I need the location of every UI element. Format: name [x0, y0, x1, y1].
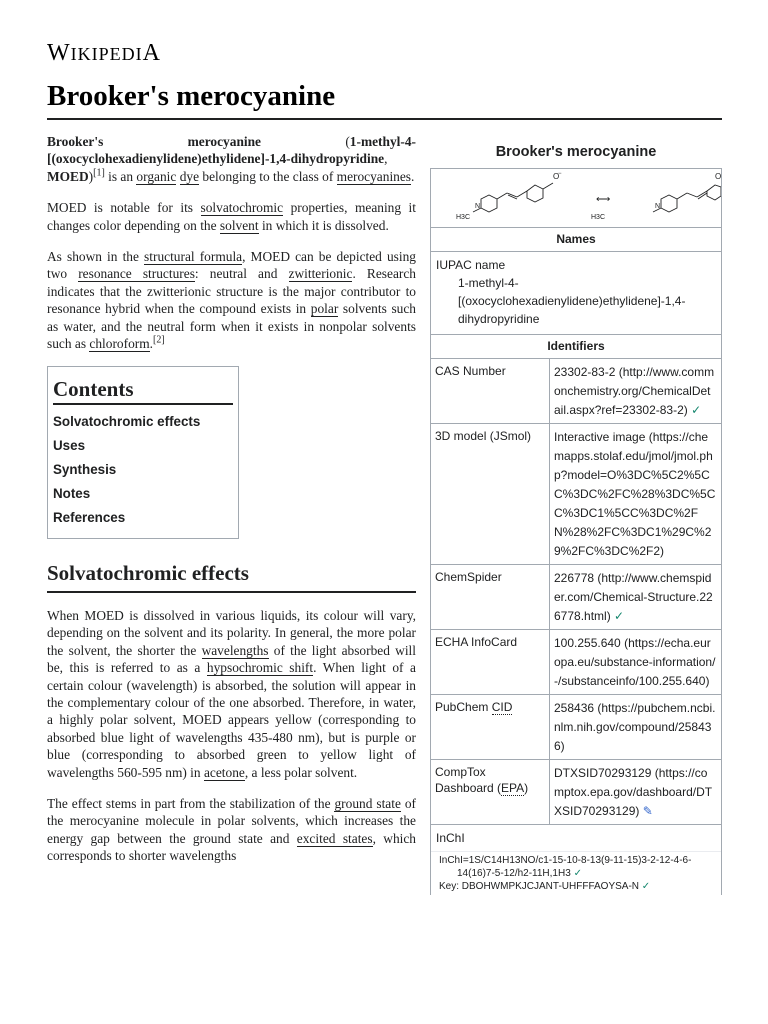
row-key: PubChem CID [435, 700, 513, 714]
section-paragraph-2: The effect stems in part from the stabilization of the ground state of the merocyanine molecule in polar solvents, which increases the energy gap between the ground state and excited states, which corresponds to shorter wavelengths [47, 795, 417, 864]
row-key[interactable]: ChemSpider [435, 570, 502, 584]
ref-1[interactable]: [1] [93, 167, 105, 179]
identifiers-header: Identifiers [431, 335, 721, 359]
check-icon: ✓ [641, 881, 651, 892]
check-icon: ✓ [691, 403, 702, 417]
link-polar[interactable]: polar [310, 301, 339, 317]
row-key[interactable]: 3D model (JSmol) [435, 429, 532, 443]
o-label: O [715, 172, 721, 181]
link-merocyanines[interactable]: merocyanines [336, 168, 412, 184]
link-organic[interactable]: organic [136, 168, 177, 184]
row-value[interactable]: 226778 (http://www.chemspider.com/Chemical-Structure.226778.html) ✓ [549, 565, 721, 629]
resonance-arrow: ⟷ [596, 194, 611, 205]
toc-item-solvatochromic-effects[interactable]: Solvatochromic effects [53, 413, 201, 429]
solvatochromic-paragraph: MOED is notable for its solvatochromic properties, meaning it changes color depending on the solvent in which it is dissolved. [47, 200, 417, 233]
identifier-row-echa [431, 630, 721, 695]
row-value[interactable]: 100.255.640 (https://echa.europa.eu/substance-information/-/substanceinfo/100.255.640) [549, 630, 721, 694]
link-ground-state[interactable]: ground state [334, 795, 401, 811]
identifier-row-3d-model [431, 424, 721, 565]
table-of-contents [47, 366, 239, 538]
identifier-row-comptox [431, 760, 721, 825]
identifier-row-cas [431, 359, 721, 424]
link-wavelengths[interactable]: wavelengths [201, 642, 269, 658]
link-excited-states[interactable]: excited states [296, 830, 373, 846]
link-solvent[interactable]: solvent [219, 217, 259, 233]
intro-paragraph: Brooker's merocyanine (1-methyl-4-[(oxocyclohexadienylidene)ethylidene]-1,4-dihydropyridine, MOED)[1] is an organic dye belonging to the class of merocyanines. [47, 134, 416, 184]
toc-item-uses[interactable]: Uses [53, 437, 86, 453]
identifier-row-chemspider [431, 565, 721, 630]
inchi-value: InChI=1S/C14H13NO/c1-15-10-8-13(9-11-15)3-2-12-4-6- 14(16)7-5-12/h2-11H,1H3 ✓ Key: DBOHWMPKJCJANT-UHFFFAOYSA-N ✓ [439, 855, 692, 892]
svg-text:−: − [558, 171, 562, 177]
check-icon: ✓ [614, 609, 625, 623]
epa-link[interactable]: EPA [501, 781, 525, 795]
n-left-label: N [475, 203, 481, 210]
ref-2[interactable]: [2] [153, 334, 165, 346]
toc-item-references[interactable]: References [53, 509, 126, 525]
check-icon: ✓ [573, 868, 582, 879]
identifier-row-pubchem [431, 695, 721, 760]
page-title: Brooker's merocyanine [47, 78, 722, 120]
row-key: CompTox Dashboard (EPA) [435, 765, 529, 795]
n-right-label: N [655, 203, 661, 210]
toc-item-synthesis[interactable]: Synthesis [53, 461, 117, 477]
toc-item-notes[interactable]: Notes [53, 485, 91, 501]
link-resonance-structures[interactable]: resonance structures [78, 266, 195, 282]
row-value[interactable]: 258436 (https://pubchem.ncbi.nlm.nih.gov/compound/258436) [549, 695, 721, 759]
pencil-icon[interactable]: ✎ [642, 804, 653, 818]
iupac-name-block [431, 252, 721, 335]
ch3-left-label: H3C [456, 214, 471, 221]
link-chloroform[interactable]: chloroform [89, 336, 150, 352]
iupac-value: 1-methyl-4-[(oxocyclohexadienylidene)ethylidene]-1,4-dihydropyridine [458, 276, 686, 326]
iupac-label: IUPAC name [436, 258, 506, 272]
ch3-right-label: H3C [591, 214, 606, 221]
row-value[interactable]: 23302-83-2 (http://www.commonchemistry.org/ChemicalDetail.aspx?ref=23302-83-2) ✓ [549, 359, 721, 423]
cid-link[interactable]: CID [491, 700, 513, 714]
link-acetone[interactable]: acetone [203, 764, 245, 780]
section-paragraph-1: When MOED is dissolved in various liquids, its colour will vary, depending on the solvent and its polarity. In general, the more polar the solvent, the shorter the wavelengths of the light absorbed will be, this is referred to as a hypsochromic shift. When light of a certain colour (wavelength) is absorbed, the solution will appear in the complementary colour of the one absorbed. Therefore, in water, a highly polar solvent, MOED appears yellow (corresponding to absorbed blue light of wavelengths 435-480 nm), but is purple or blue (corresponding to absorbed green to yellow light of wavelengths 560-595 nm) in acetone, a less polar solvent. [47, 607, 416, 780]
wikipedia-wordmark[interactable]: WIKIPEDIA [47, 40, 161, 66]
names-header: Names [431, 228, 721, 252]
structure-paragraph: As shown in the structural formula, MOED can be depicted using two resonance structures: neutral and zwitterionic. Research indicates that the zwitterionic structure is the major contributor to resonance hybrid when the compound exists in polar solvents such as water, and the neutral form when it exists in nonpolar solvents such as chloroform.[2] [47, 249, 417, 352]
article-body [47, 133, 416, 879]
inchi-label[interactable]: InChI [431, 825, 721, 852]
link-hypsochromic-shift[interactable]: hypsochromic shift [206, 660, 314, 676]
o-minus-label: O [553, 172, 560, 181]
resonance-structures-diagram [431, 169, 721, 227]
link-solvatochromic[interactable]: solvatochromic [200, 200, 284, 216]
structure-image[interactable] [431, 169, 721, 228]
chembox-infobox [430, 142, 722, 895]
row-value[interactable]: Interactive image (https://chemapps.stolaf.edu/jmol/jmol.php?model=O%3DC%5C2%5CC%3DC%2FC%28%3DC%5CC%3DC1%5CC%3DC%2FN%28%2FC%3DC1%29C%29%2FC%3DC%2F2) [549, 424, 721, 564]
row-key[interactable]: CAS Number [435, 364, 506, 378]
row-value[interactable]: DTXSID70293129 (https://comptox.epa.gov/dashboard/DTXSID70293129) ✎ [549, 760, 721, 824]
section-heading-solvatochromic-effects: Solvatochromic effects [47, 559, 416, 593]
link-structural-formula[interactable]: structural formula [144, 249, 243, 265]
toc-title: Contents [53, 381, 233, 404]
infobox-caption: Brooker's merocyanine [495, 144, 657, 160]
row-key[interactable]: ECHA InfoCard [435, 635, 518, 649]
link-zwitterionic[interactable]: zwitterionic [288, 266, 353, 282]
link-dye[interactable]: dye [179, 168, 200, 184]
